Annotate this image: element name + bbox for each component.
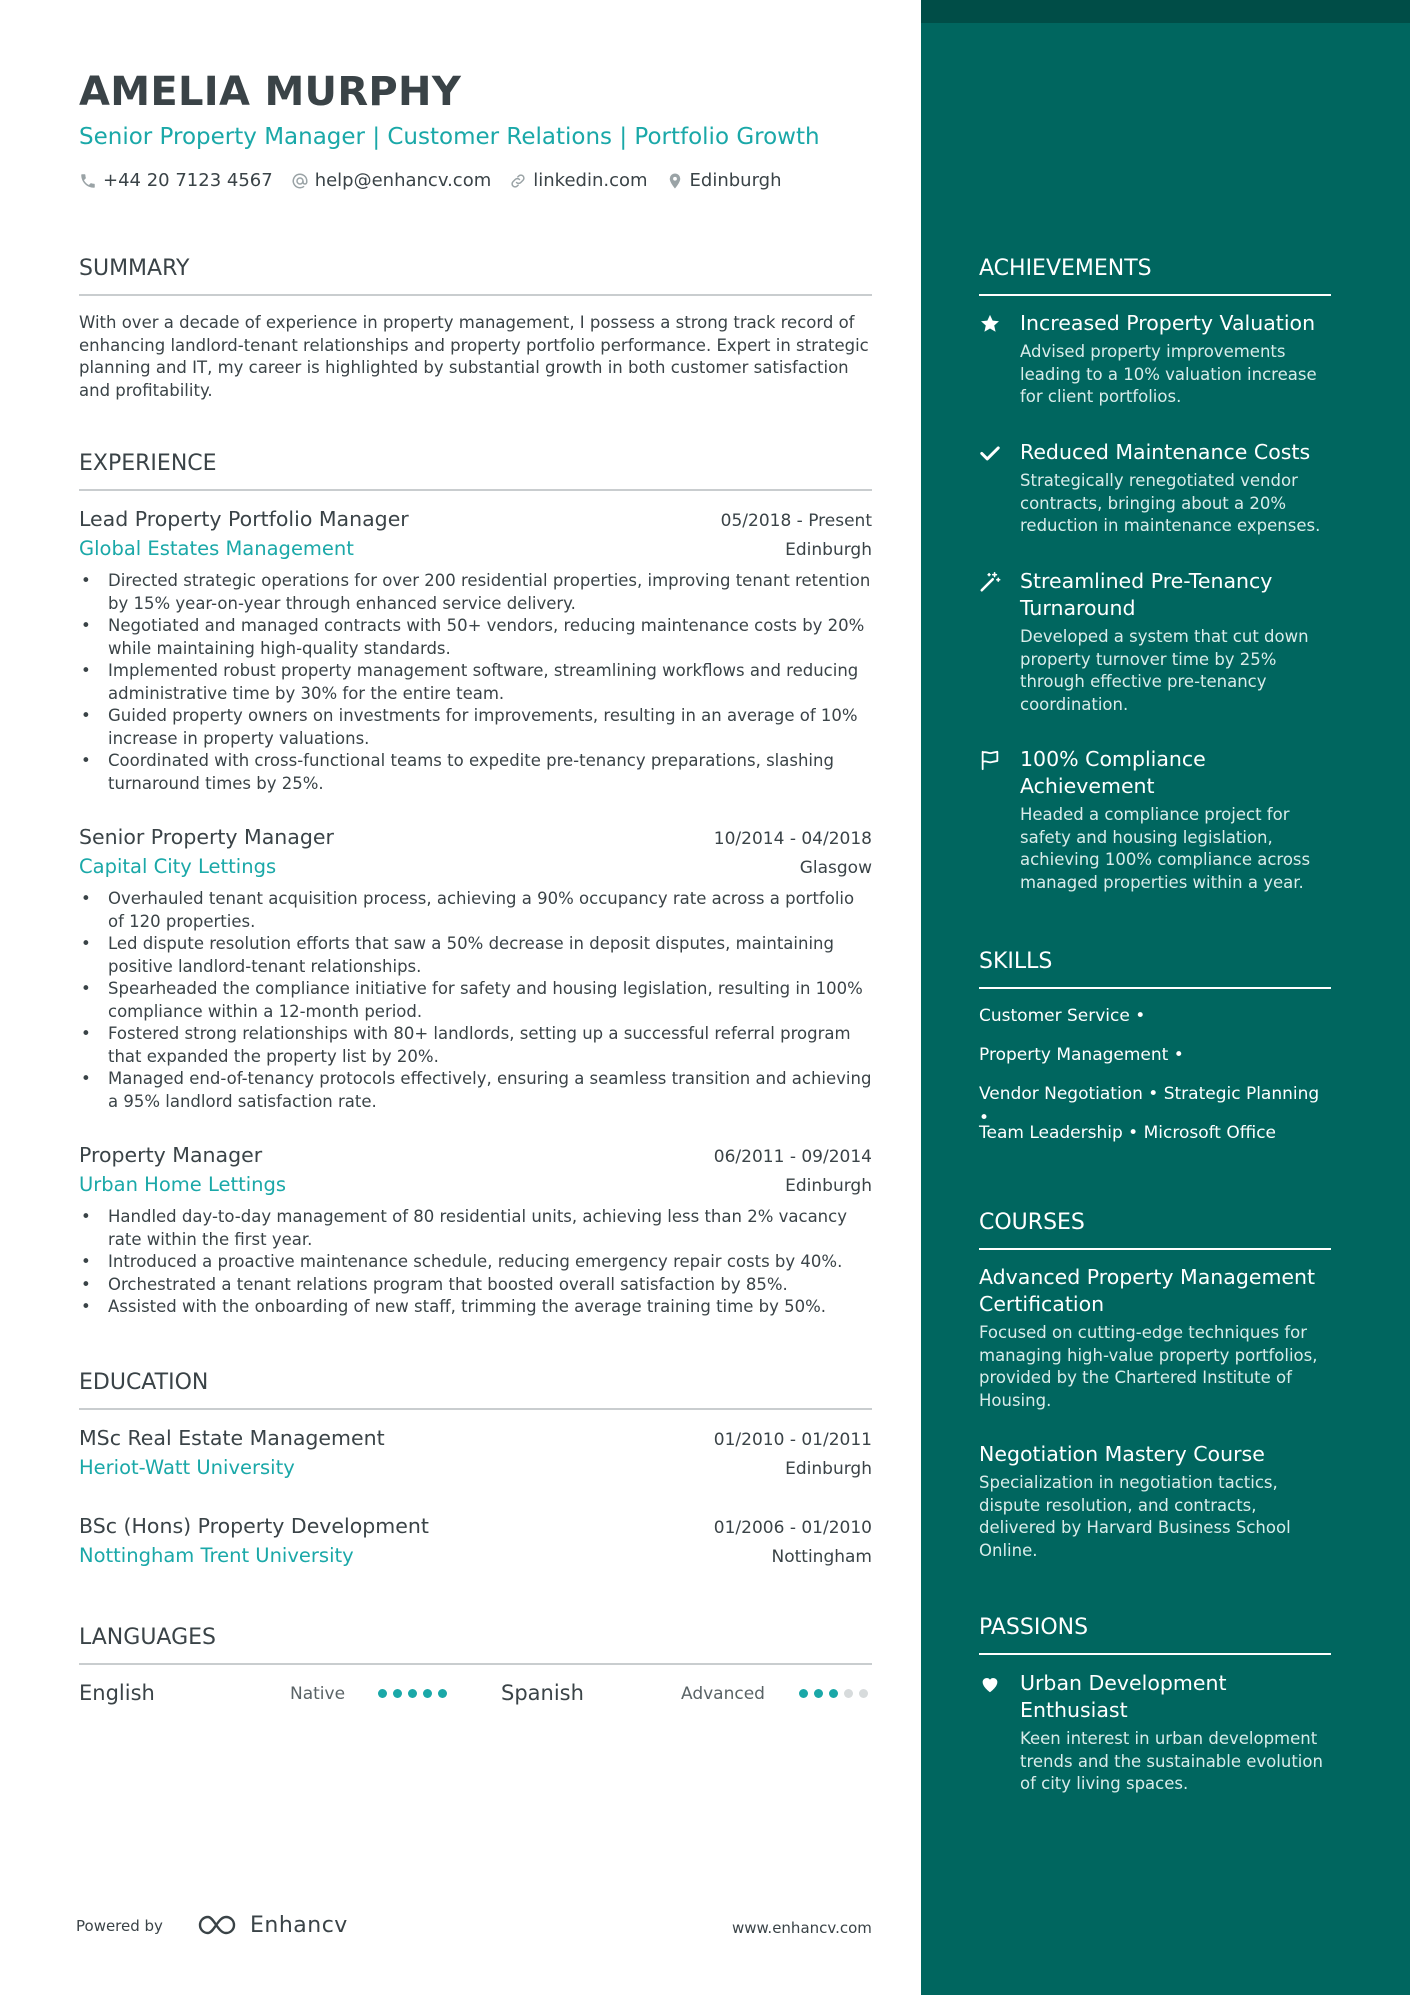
achievement-desc: Developed a system that cut down property turnover time by 25% through effective pre-tenancy coordination. (1020, 627, 1309, 714)
bullet-item: • Guided property owners on investments for improvements, resulting in an average of 10% increase in property valuations. (79, 705, 872, 750)
at-icon (291, 172, 309, 190)
contact-linkedin[interactable] (509, 168, 647, 194)
skills-heading: SKILLS (979, 947, 1331, 989)
education-heading: EDUCATION (79, 1368, 872, 1410)
rating-dot-filled (378, 1689, 387, 1698)
achievement-title: 100% Compliance Achievement (1020, 747, 1206, 798)
job-location: Edinburgh (785, 540, 872, 560)
job-location: Edinburgh (785, 1176, 872, 1196)
contact-phone[interactable] (79, 168, 273, 194)
sidebar-top-band (921, 0, 1410, 23)
job-location: Glasgow (799, 858, 872, 878)
job-title: Senior Property Manager (79, 825, 334, 849)
skill-line: Team Leadership • Microsoft Office (979, 1123, 1276, 1143)
bullet-item: • Managed end-of-tenancy protocols effectively, ensuring a seamless transition and achieving a 95% landlord satisfaction rate. (79, 1068, 872, 1113)
language-level: Native (290, 1684, 346, 1704)
job-bullets (79, 570, 872, 795)
course-title: Negotiation Mastery Course (979, 1442, 1265, 1466)
achievement-item (979, 568, 1331, 716)
achievement-item (979, 439, 1331, 538)
rating-dot-filled (814, 1689, 823, 1698)
candidate-name: AMELIA MURPHY (79, 69, 462, 115)
job-title: Lead Property Portfolio Manager (79, 507, 409, 531)
course-title: Advanced Property Management Certification (979, 1265, 1316, 1316)
achievement-title: Reduced Maintenance Costs (1020, 440, 1311, 464)
linkedin-text: linkedin.com (533, 170, 648, 191)
experience-entry (79, 1140, 872, 1319)
flag-icon (979, 749, 1001, 771)
contact-bar (79, 168, 782, 194)
achievement-item (979, 746, 1331, 894)
passion-title: Urban Development Enthusiast (1020, 1671, 1227, 1722)
rating-dot-empty (859, 1689, 868, 1698)
brand-name: Enhancv (250, 1912, 348, 1938)
job-title: Property Manager (79, 1143, 263, 1167)
passion-desc: Keen interest in urban development trends and the sustainable evolution of city living spaces. (1020, 1729, 1323, 1793)
phone-icon (79, 172, 97, 190)
experience-heading: EXPERIENCE (79, 449, 872, 491)
enhancv-logo[interactable] (196, 1912, 348, 1938)
job-dates: 05/2018 - Present (720, 511, 872, 531)
powered-by-text: Powered by (76, 1917, 163, 1935)
heart-icon (979, 1673, 1001, 1695)
course-item (979, 1264, 1331, 1412)
achievement-item (979, 310, 1331, 409)
bullet-item: • Coordinated with cross-functional teams to expedite pre-tenancy preparations, slashing turnaround times by 25%. (79, 750, 872, 795)
bullet-item: • Fostered strong relationships with 80+ landlords, setting up a successful referral program that expanded the property list by 20%. (79, 1023, 872, 1068)
achievement-desc: Headed a compliance project for safety and housing legislation, achieving 100% compliance across managed properties within a year. (1020, 805, 1311, 892)
bullet-item: • Introduced a proactive maintenance schedule, reducing emergency repair costs by 40%. (79, 1251, 872, 1274)
skill-line: Property Management • (979, 1045, 1184, 1065)
school-name: Nottingham Trent University (79, 1544, 354, 1567)
languages-row (79, 1678, 872, 1708)
rating-dot-filled (393, 1689, 402, 1698)
rating-dot-empty (844, 1689, 853, 1698)
company-name: Capital City Lettings (79, 855, 277, 878)
passion-item (979, 1670, 1331, 1796)
language-level: Advanced (681, 1684, 765, 1704)
achievement-desc: Strategically renegotiated vendor contracts, bringing about a 20% reduction in maintenance expenses. (1020, 471, 1321, 535)
bullet-item: • Spearheaded the compliance initiative for safety and housing legislation, resulting in 100% compliance within a 12-month period. (79, 978, 872, 1023)
language-name: Spanish (501, 1681, 584, 1705)
course-desc: Specialization in negotiation tactics, dispute resolution, and contracts, delivered by Harvard Business School Online. (979, 1473, 1291, 1560)
rating-dot-filled (408, 1689, 417, 1698)
contact-email[interactable] (291, 168, 492, 194)
school-name: Heriot-Watt University (79, 1456, 295, 1479)
rating-dot-filled (799, 1689, 808, 1698)
achievement-title: Streamlined Pre-Tenancy Turnaround (1020, 569, 1273, 620)
degree-title: MSc Real Estate Management (79, 1426, 385, 1450)
check-icon (979, 442, 1001, 464)
location-text: Edinburgh (689, 170, 782, 191)
education-location: Edinburgh (785, 1459, 872, 1479)
passions-heading: PASSIONS (979, 1613, 1331, 1655)
bullet-item: • Implemented robust property management software, streamlining workflows and reducing administrative time by 30% for the entire team. (79, 660, 872, 705)
summary-text: With over a decade of experience in property management, I possess a strong track record of enhancing landlord-tenant relationships and property portfolio performance. Expert in strategic planning and IT, my career is highlighted by substantial growth in both customer satisfaction and profitability. (79, 313, 869, 400)
education-dates: 01/2010 - 01/2011 (713, 1430, 872, 1450)
course-desc: Focused on cutting-edge techniques for managing high-value property portfolios, provided by the Chartered Institute of Housing. (979, 1323, 1318, 1410)
bullet-item: • Assisted with the onboarding of new staff, trimming the average training time by 50%. (79, 1296, 872, 1319)
bullet-item: • Handled day-to-day management of 80 residential units, achieving less than 2% vacancy rate within the first year. (79, 1206, 872, 1251)
headline: Senior Property Manager | Customer Relations | Portfolio Growth (79, 124, 820, 150)
contact-location (666, 168, 782, 194)
experience-entry (79, 822, 872, 1113)
skill-line: Vendor Negotiation • Strategic Planning • (979, 1084, 1320, 1128)
skill-line: Customer Service • (979, 1006, 1146, 1026)
bullet-item: • Orchestrated a tenant relations program that boosted overall satisfaction by 85%. (79, 1274, 872, 1297)
job-bullets (79, 888, 872, 1113)
infinity-logo-icon (196, 1912, 242, 1938)
company-name: Global Estates Management (79, 537, 354, 560)
rating-dot-filled (423, 1689, 432, 1698)
magic-wand-icon (979, 571, 1001, 593)
course-item (979, 1441, 1331, 1562)
company-name: Urban Home Lettings (79, 1173, 287, 1196)
rating-dot-filled (829, 1689, 838, 1698)
achievement-title: Increased Property Valuation (1020, 311, 1316, 335)
language-rating (378, 1689, 447, 1698)
job-dates: 10/2014 - 04/2018 (713, 829, 872, 849)
achievements-heading: ACHIEVEMENTS (979, 254, 1331, 296)
job-dates: 06/2011 - 09/2014 (713, 1147, 872, 1167)
achievement-desc: Advised property improvements leading to a 10% valuation increase for client portfolios. (1020, 342, 1317, 406)
education-location: Nottingham (771, 1547, 872, 1567)
experience-entry (79, 504, 872, 795)
location-pin-icon (666, 172, 684, 190)
languages-heading: LANGUAGES (79, 1623, 872, 1665)
education-dates: 01/2006 - 01/2010 (713, 1518, 872, 1538)
bullet-item: • Directed strategic operations for over 200 residential properties, improving tenant retention by 15% year-on-year through enhanced service delivery. (79, 570, 872, 615)
bullet-item: • Negotiated and managed contracts with 50+ vendors, reducing maintenance costs by 20% while maintaining high-quality standards. (79, 615, 872, 660)
courses-heading: COURSES (979, 1208, 1331, 1250)
rating-dot-filled (438, 1689, 447, 1698)
footer-url[interactable]: www.enhancv.com (732, 1919, 872, 1937)
link-icon (509, 172, 527, 190)
language-name: English (79, 1681, 155, 1705)
star-icon (979, 313, 1001, 335)
bullet-item: • Overhauled tenant acquisition process, achieving a 90% occupancy rate across a portfolio of 120 properties. (79, 888, 872, 933)
summary-heading: SUMMARY (79, 254, 872, 296)
email-text: help@enhancv.com (314, 170, 492, 191)
education-entry (79, 1423, 872, 1483)
degree-title: BSc (Hons) Property Development (79, 1514, 429, 1538)
phone-text: +44 20 7123 4567 (103, 170, 273, 191)
bullet-item: • Led dispute resolution efforts that saw a 50% decrease in deposit disputes, maintaining positive landlord-tenant relationships. (79, 933, 872, 978)
language-rating (799, 1689, 868, 1698)
education-entry (79, 1511, 872, 1571)
job-bullets (79, 1206, 872, 1319)
